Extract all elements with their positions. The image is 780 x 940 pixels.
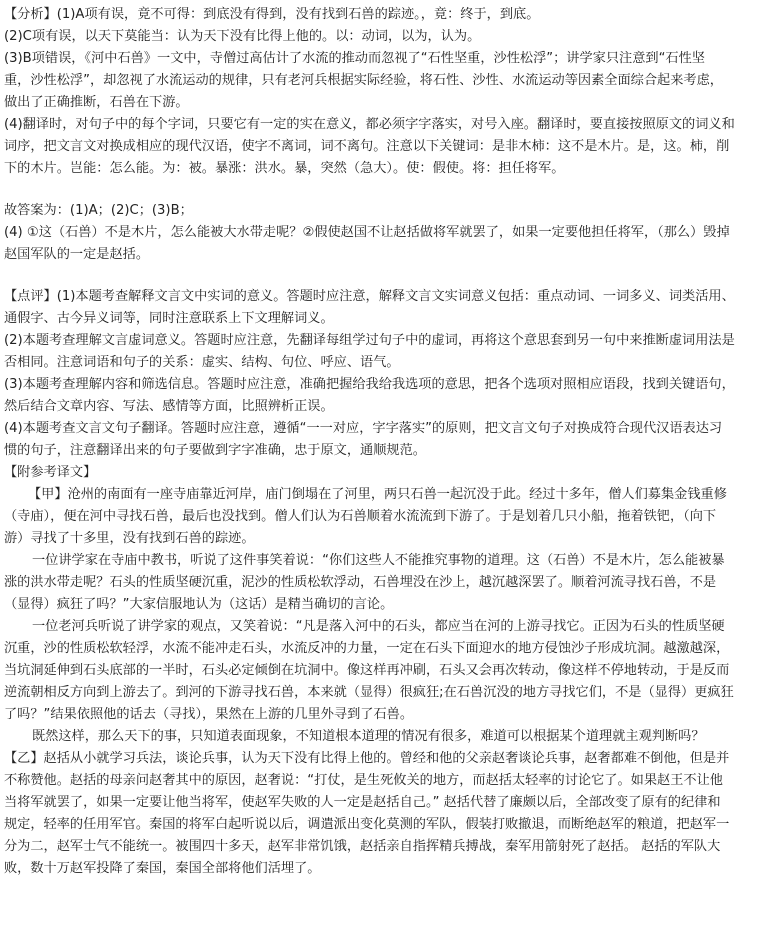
review-section [4,286,774,462]
text-line: 然后结合文章内容、写法、感情等方面，比照辨析正误。 [4,399,334,414]
text-line: 赵国军队的一定是赵括。 [4,247,150,262]
text-line: 否相同。注意词语和句子的关系：虚实、结构、句位、呼应、语气。 [4,355,400,370]
text-line: (3)B项错误，《河中石兽》一文中，寺僧过高估计了水流的推动而忽视了“石性坚重，沙性松浮”；讲学家只注意到“石性坚 [4,51,705,66]
text-line: 【分析】(1)A项有误，竟不可得：到底没有得到，没有找到石兽的踪迹。，竟：终于，到底。 [4,7,540,22]
text-line: 【点评】(1)本题考查解释文言文中实词的意义。答题时应注意，解释文言文实词意义包括：重点动词、一词多义、词类活用、 [4,289,735,304]
reference-section [4,462,774,880]
text-line: 通假字、古今异义词等，同时注意联系上下文理解词义。 [4,311,334,326]
text-line: 游）寻找了十多里，没有找到石兽的踪迹。 [4,531,255,546]
text-line: 既然这样，那么天下的事，只知道表面现象，不知道根本道理的情况有很多，难道可以根据某个道理就主观判断吗？ [32,729,705,744]
text-line: 词序，把文言文对换成相应的现代汉语，使字不离词，词不离句。注意以下关键词：是非木柿：这不是木片。是，这。柿，削 [4,139,730,154]
spacer [4,266,774,286]
reference-title: 【附参考译文】 [4,465,97,480]
text-line: 故答案为：(1)A；(2)C；(3)B； [4,203,193,218]
text-line: 沉重，沙的性质松软轻浮，水流不能冲走石头，水流反冲的力量，一定在石头下面迎水的地方侵蚀沙子形成坑洞。越激越深， [4,641,730,656]
text-line: (4) ①这（石兽）不是木片，怎么能被大水带走呢？②假使赵国不让赵括做将军就罢了，如果一定要他担任将军，（那么）毁掉 [4,225,730,240]
text-line: 分为二，赵军士气不能统一。被围四十多天，赵军非常饥饿，赵括亲自指挥精兵搏战，秦军用箭射死了赵括。 赵括的军队大 [4,839,721,854]
text-line: 涨的洪水带走呢？石头的性质坚硬沉重，泥沙的性质松软浮动，石兽埋没在沙上，越沉越深罢了。顺着河流寻找石兽，不是 [4,575,717,590]
text-line: (4)翻译时，对句子中的每个字词，只要它有一定的实在意义，都必须字字落实，对号入座。翻译时，要直接按照原文的词义和 [4,117,735,132]
analysis-section [4,4,774,180]
answer-section [4,200,774,266]
text-line: 【乙】赵括从小就学习兵法，谈论兵事，认为天下没有比得上他的。曾经和他的父亲赵奢谈论兵事，赵奢都难不倒他，但是并 [4,751,730,766]
text-line: 当将军就罢了，如果一定要让他当将军，使赵军失败的人一定是赵括自己。” 赵括代替了廉颇以后，全部改变了原有的纪律和 [4,795,721,810]
text-line: 规定，轻率的任用军官。秦国的将军白起听说以后，调遣派出变化莫测的军队，假装打败撤退，而断绝赵军的粮道，把赵军一 [4,817,730,832]
text-line: 了吗？”结果依照他的话去（寻找），果然在上游的几里外寻到了石兽。 [4,707,414,722]
spacer [4,180,774,200]
text-line: 当坑洞延伸到石头底部的一半时，石头必定倾倒在坑洞中。像这样再冲刷，石头又会再次转动，像这样不停地转动，于是反而 [4,663,730,678]
text-line: (4)本题考查文言文句子翻译。答题时应注意，遵循“一一对应，字字落实”的原则，把文言文句子对换成符合现代汉语表达习 [4,421,723,436]
text-line: 重，沙性松浮”，却忽视了水流运动的规律，只有老河兵根据实际经验，将石性、沙性、水流运动等因素全面综合起来考虑， [4,73,723,88]
text-line: 败，数十万赵军投降了秦国，秦国全部将他们活埋了。 [4,861,321,876]
text-line: 做出了正确推断，石兽在下游。 [4,95,189,110]
text-line: (3)本题考查理解内容和筛选信息。答题时应注意，准确把握给我给我选项的意思，把各个选项对照相应语段，找到关键语句， [4,377,735,392]
text-line: （寺庙），便在河中寻找石兽，最后也没找到。僧人们认为石兽顺着水流流到下游了。于是划着几只小船，拖着铁钯，（向下 [4,509,717,524]
text-line: 下的木片。岂能：怎么能。为：被。暴涨：洪水。暴，突然（急大）。使：假使。将：担任将军。 [4,161,565,176]
text-line: 一位老河兵听说了讲学家的观点，又笑着说：“凡是落入河中的石头，都应当在河的上游寻找它。正因为石头的性质坚硬 [32,619,725,634]
text-line: (2)C项有误，以天下莫能当：认为天下没有比得上他的。以：动词，以为，认为。 [4,29,481,44]
text-line: 逆流朝相反方向到上游去了。到河的下游寻找石兽，本来就（显得）很疯狂;在石兽沉没的地方寻找它们，不是（显得）更疯狂 [4,685,734,700]
text-line: 一位讲学家在寺庙中教书，听说了这件事笑着说：“你们这些人不能推究事物的道理。这（石兽）不是木片，怎么能被暴 [32,553,725,568]
text-line: (2)本题考查理解文言虚词意义。答题时应注意，先翻译每组学过句子中的虚词，再将这个意思套到另一句中来推断虚词用法是 [4,333,735,348]
text-line: （显得）疯狂了吗？”大家信服地认为（这话）是精当确切的言论。 [4,597,394,612]
text-line: 【甲】沧州的南面有一座寺庙靠近河岸，庙门倒塌在了河里，两只石兽一起沉没于此。经过十多年，僧人们募集金钱重修 [28,487,727,502]
text-line: 不称赞他。赵括的母亲问赵奢其中的原因，赵奢说：“打仗，是生死攸关的地方，而赵括太轻率的讨论它了。如果赵王不让他 [4,773,723,788]
text-line: 惯的句子，注意翻译出来的句子要做到字字准确，忠于原文，通顺规范。 [4,443,426,458]
